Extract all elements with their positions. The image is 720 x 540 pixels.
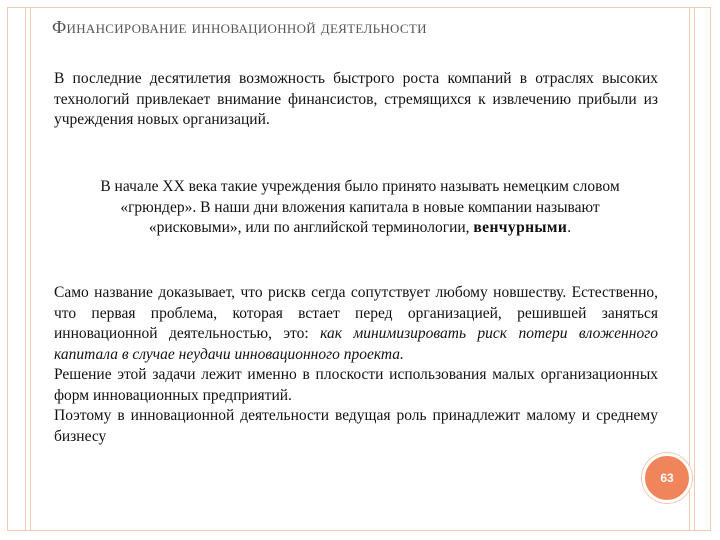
paragraph-risk — [54, 283, 658, 447]
left-rule-inner — [30, 7, 31, 531]
right-rule-inner — [689, 7, 690, 531]
slide-title: Финансирование инновационной деятельности — [52, 17, 427, 37]
risk-question: как минимизировать риск потери вложенного капитала в случае неудачи инновационного проекта. — [54, 325, 658, 363]
page-number-badge: 63 — [642, 453, 692, 503]
risk-text — [54, 283, 658, 365]
right-rule-outer — [694, 7, 695, 531]
paragraph-history — [80, 177, 640, 239]
solution-text: Решение этой задачи лежит именно в плоскости использования малых организационных форм инновационных предприятий. — [54, 366, 658, 404]
paragraph-history-text: В начале XX века такие учреждения было принято называть немецким словом «грюндер». В наши дни вложения капитала в новые компании называют «рисковыми», или по английской терминологии, — [100, 178, 620, 236]
conclusion-text: Поэтому в инновационной деятельности ведущая роль принадлежит малому и среднему бизнесу — [54, 407, 658, 445]
paragraph-intro: В последние десятилетия возможность быстрого роста компаний в отраслях высоких технологий привлекает внимание финансистов, стремящихся к извлечению прибыли из учреждения новых организаций. — [54, 70, 658, 128]
venture-term: венчурными — [473, 219, 568, 236]
risk-lead: Само название доказывает, что рискв сегда сопутствует любому новшеству. Естественно, что первая проблема, которая встает перед организацией, решившей заняться инновационной деятельностью, это: — [54, 284, 658, 342]
left-rule-outer — [25, 7, 26, 531]
paragraph-history-end: . — [567, 219, 572, 236]
